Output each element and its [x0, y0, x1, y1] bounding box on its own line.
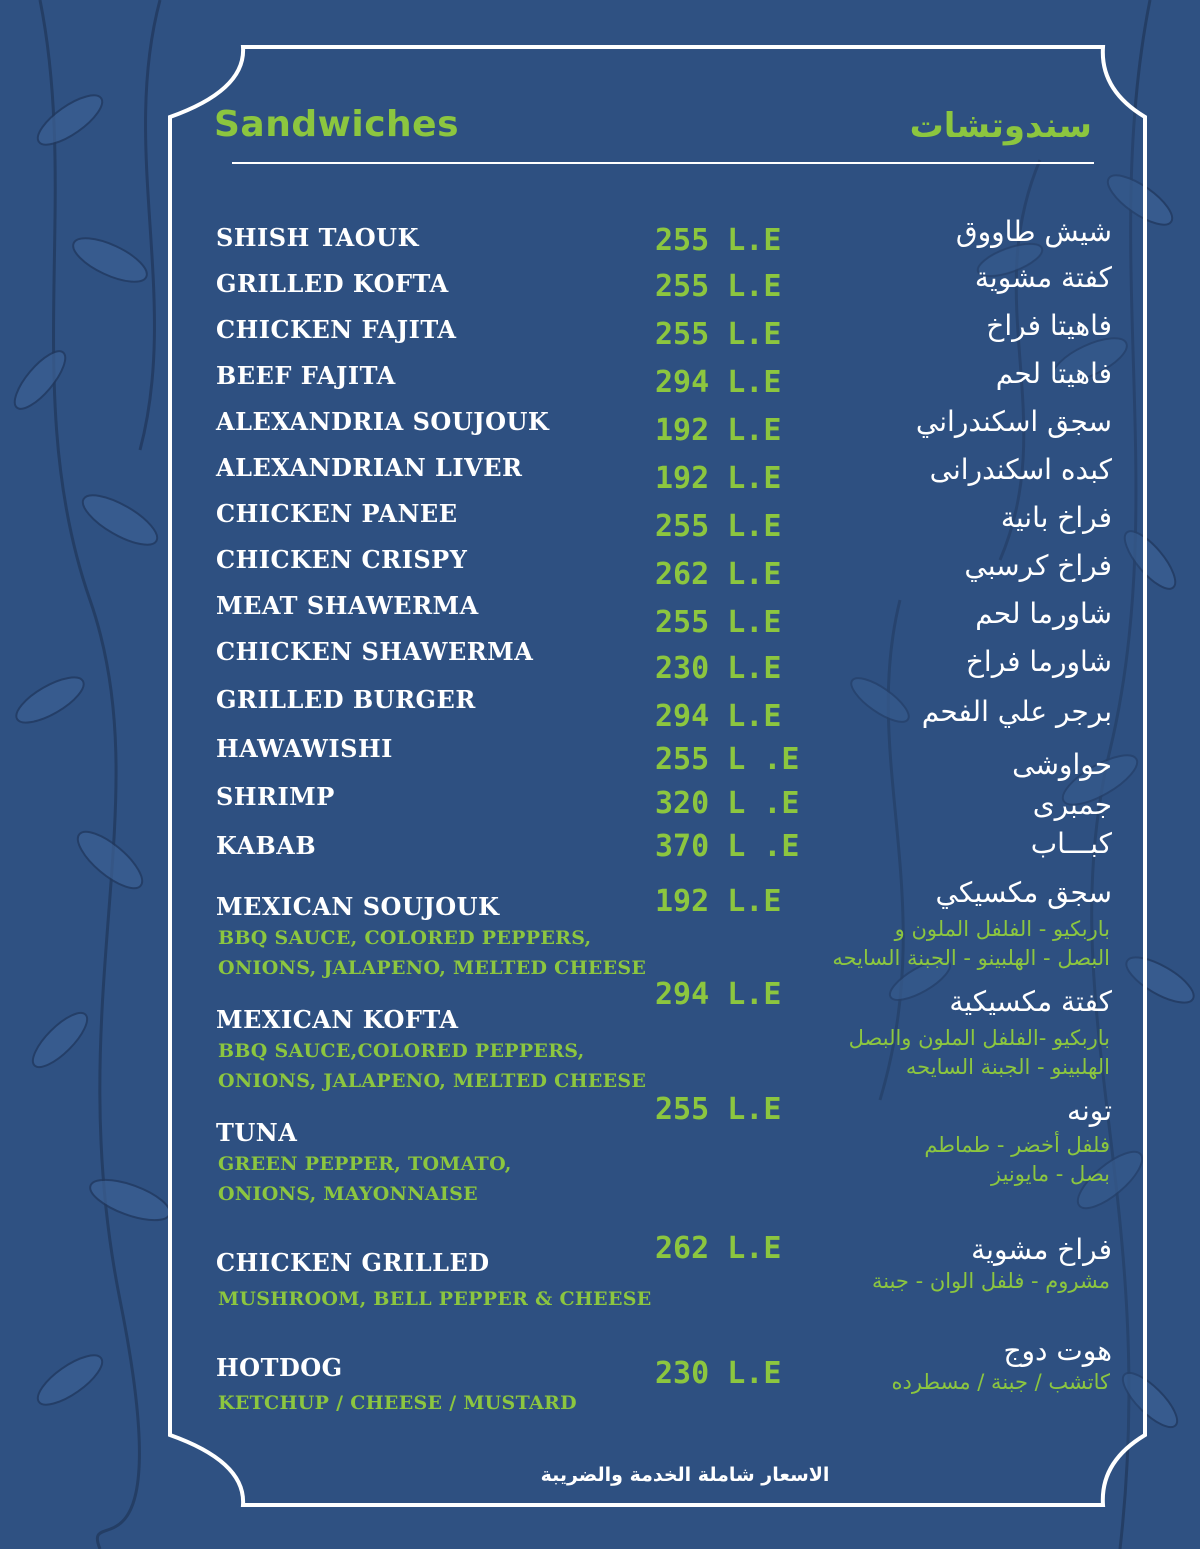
item-price: 255 L .E [655, 742, 800, 777]
item-name-en: TUNA [216, 1118, 298, 1147]
menu-item [0, 629, 1200, 686]
menu-item [0, 353, 1200, 399]
item-name-ar: تونه [1066, 1094, 1112, 1127]
menu-item [0, 215, 1200, 261]
item-name-ar: برجر علي الفحم [921, 695, 1112, 728]
item-name-ar: سجق مكسيكي [935, 876, 1112, 909]
item-price: 255 L.E [655, 1092, 782, 1127]
item-name-en: MEXICAN SOUJOUK [216, 892, 500, 921]
item-price: 255 L.E [655, 269, 782, 304]
item-name-ar: كبـــاب [1030, 827, 1112, 860]
item-name-ar: فراخ كرسبي [964, 549, 1112, 582]
item-name-ar: حواوشى [1012, 748, 1112, 781]
item-name-ar: كفتة مشوية [974, 261, 1112, 294]
item-description-en: ONIONS, JALAPENO, MELTED CHEESE [218, 1070, 647, 1092]
item-name-en: ALEXANDRIA SOUJOUK [216, 407, 550, 436]
title-english: Sandwiches [214, 104, 460, 145]
item-name-en: KABAB [216, 831, 317, 860]
item-price: 192 L.E [655, 413, 782, 448]
item-name-en: SHRIMP [216, 782, 335, 811]
item-price: 294 L.E [655, 699, 782, 734]
item-description-en: ONIONS, MAYONNAISE [218, 1183, 478, 1205]
item-name-en: HAWAWISHI [216, 734, 393, 763]
item-name-en: CHICKEN CRISPY [216, 545, 468, 574]
item-name-en: GRILLED KOFTA [216, 269, 449, 298]
menu-item [0, 823, 1200, 869]
item-name-ar: كفتة مكسيكية [949, 985, 1112, 1018]
item-description-ar: كاتشب / جبنة / مسطرده [891, 1370, 1110, 1394]
menu-item [0, 677, 1200, 734]
item-name-ar: هوت دوج [1003, 1334, 1112, 1367]
item-name-ar: سجق اسكندراني [915, 405, 1112, 438]
item-price: 255 L.E [655, 605, 782, 640]
item-name-en: CHICKEN GRILLED [216, 1248, 490, 1277]
item-name-en: HOTDOG [216, 1353, 343, 1382]
item-name-ar: شيش طاووق [955, 215, 1112, 248]
title-divider [232, 162, 1094, 164]
menu-item [0, 537, 1200, 592]
item-description-en: GREEN PEPPER, TOMATO, [218, 1153, 512, 1175]
item-name-en: MEXICAN KOFTA [216, 1005, 459, 1034]
menu-item [0, 583, 1200, 640]
item-price: 255 L.E [655, 223, 782, 258]
menu-item [0, 261, 1200, 307]
item-price: 230 L.E [655, 1356, 782, 1391]
item-price: 370 L .E [655, 829, 800, 864]
item-price: 294 L.E [655, 977, 782, 1012]
item-description-en: MUSHROOM, BELL PEPPER & CHEESE [218, 1288, 652, 1310]
item-name-en: CHICKEN SHAWERMA [216, 637, 534, 666]
menu-item [0, 774, 1200, 820]
menu-item [0, 399, 1200, 448]
item-name-en: GRILLED BURGER [216, 685, 476, 714]
item-price: 192 L.E [655, 461, 782, 496]
menu-item [0, 491, 1200, 544]
item-description-ar: باربكيو - الفلفل الملون و [894, 917, 1110, 941]
item-price: 255 L.E [655, 317, 782, 352]
item-description-en: KETCHUP / CHEESE / MUSTARD [218, 1392, 577, 1414]
item-price: 294 L.E [655, 365, 782, 400]
item-price: 230 L.E [655, 651, 782, 686]
item-name-ar: فاهيتا فراخ [986, 309, 1112, 342]
item-description-ar: البصل - الهلبينو - الجبنة السايحه [832, 946, 1110, 970]
item-name-en: ALEXANDRIAN LIVER [216, 453, 523, 482]
item-price: 262 L.E [655, 1231, 782, 1266]
item-description-ar: الهلبينو - الجبنة السايحه [905, 1055, 1110, 1079]
item-name-ar: شاورما لحم [975, 597, 1112, 630]
item-name-en: SHISH TAOUK [216, 223, 419, 252]
item-name-ar: فراخ بانية [1000, 501, 1112, 534]
item-description-en: BBQ SAUCE, COLORED PEPPERS, [218, 927, 592, 949]
menu-item [0, 445, 1200, 496]
item-price: 262 L.E [655, 557, 782, 592]
title-arabic: سندوتشات [909, 106, 1092, 146]
item-name-ar: فاهيتا لحم [995, 357, 1112, 390]
item-name-ar: شاورما فراخ [965, 645, 1112, 678]
menu-item [0, 307, 1200, 353]
item-price: 320 L .E [655, 786, 800, 821]
item-name-ar: جمبرى [1032, 788, 1112, 821]
item-description-en: ONIONS, JALAPENO, MELTED CHEESE [218, 957, 647, 979]
item-name-en: BEEF FAJITA [216, 361, 396, 390]
item-description-ar: مشروم - فلفل الوان - جبنة [871, 1269, 1110, 1293]
item-name-en: CHICKEN FAJITA [216, 315, 457, 344]
item-description-en: BBQ SAUCE,COLORED PEPPERS, [218, 1040, 585, 1062]
item-description-ar: باربكيو -الفلفل الملون والبصل [848, 1026, 1110, 1050]
item-description-ar: بصل - مايونيز [991, 1162, 1110, 1186]
prices-inclusive-note: الاسعار شاملة الخدمة والضريبة [540, 1464, 830, 1486]
item-description-ar: فلفل أخضر - طماطم [924, 1133, 1110, 1157]
item-name-en: MEAT SHAWERMA [216, 591, 479, 620]
item-name-ar: كبده اسكندرانى [929, 453, 1112, 486]
item-name-en: CHICKEN PANEE [216, 499, 458, 528]
item-price: 192 L.E [655, 884, 782, 919]
menu-item [0, 726, 1200, 781]
item-name-ar: فراخ مشوية [971, 1233, 1112, 1266]
item-price: 255 L.E [655, 509, 782, 544]
